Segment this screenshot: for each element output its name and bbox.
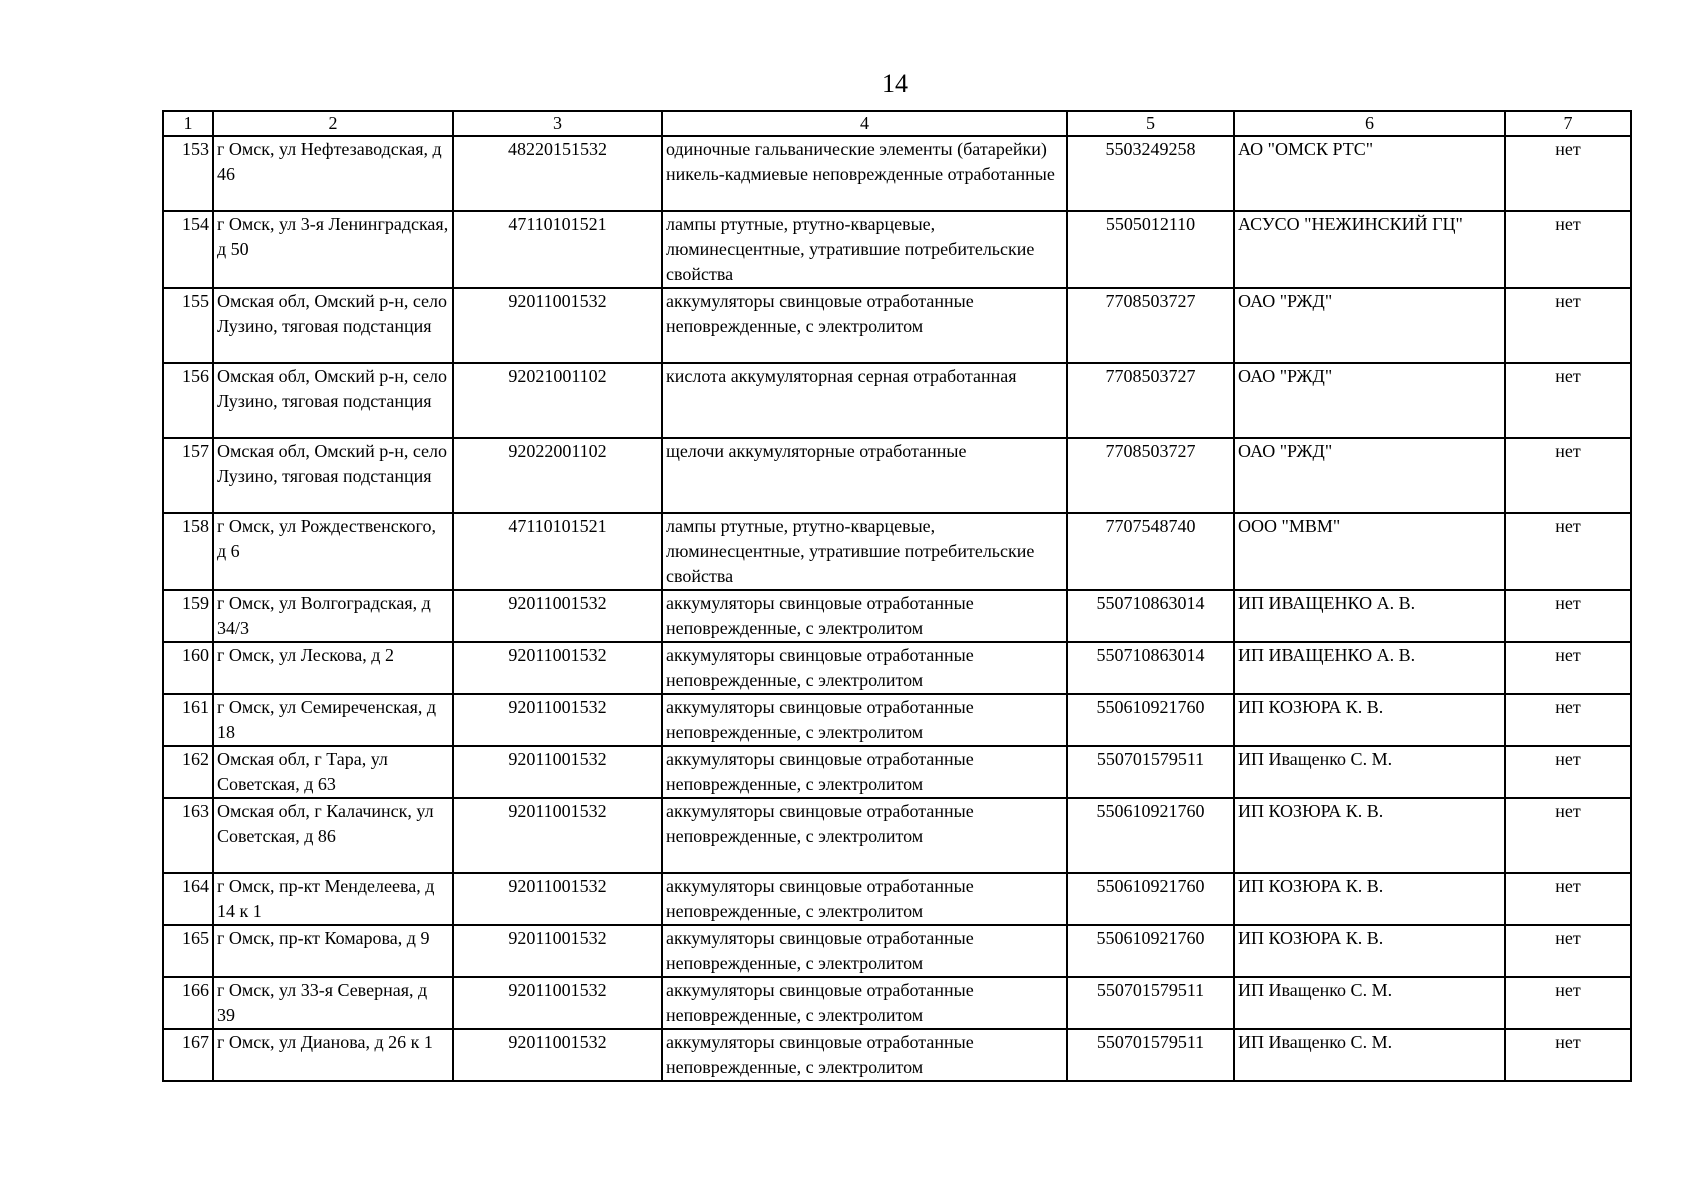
waste-type-cell: аккумуляторы свинцовые отработанные неповрежденные, с электролитом <box>662 798 1067 873</box>
flag-cell: нет <box>1505 136 1631 211</box>
inn-cell: 7708503727 <box>1067 438 1234 513</box>
organization-cell: ИП ИВАЩЕНКО А. В. <box>1234 590 1505 642</box>
address-cell: Омская обл, Омский р-н, село Лузино, тяговая подстанция <box>213 438 453 513</box>
inn-cell: 550701579511 <box>1067 1029 1234 1081</box>
address-cell: г Омск, ул Лескова, д 2 <box>213 642 453 694</box>
inn-cell: 7708503727 <box>1067 288 1234 363</box>
address-cell: г Омск, ул Нефтезаводская, д 46 <box>213 136 453 211</box>
row-number: 163 <box>163 798 213 873</box>
organization-cell: ОАО "РЖД" <box>1234 438 1505 513</box>
waste-type-cell: аккумуляторы свинцовые отработанные неповрежденные, с электролитом <box>662 977 1067 1029</box>
address-cell: Омская обл, Омский р-н, село Лузино, тяговая подстанция <box>213 363 453 438</box>
flag-cell: нет <box>1505 1029 1631 1081</box>
table-row <box>163 211 1631 288</box>
address-cell: г Омск, ул Семиреченская, д 18 <box>213 694 453 746</box>
inn-cell: 5505012110 <box>1067 211 1234 288</box>
flag-cell: нет <box>1505 925 1631 977</box>
organization-cell: ИП Иващенко С. М. <box>1234 977 1505 1029</box>
waste-code-cell: 92011001532 <box>453 694 662 746</box>
inn-cell: 7707548740 <box>1067 513 1234 590</box>
column-header: 6 <box>1234 111 1505 136</box>
row-number: 165 <box>163 925 213 977</box>
waste-code-cell: 92011001532 <box>453 873 662 925</box>
inn-cell: 550610921760 <box>1067 694 1234 746</box>
table-row <box>163 977 1631 1029</box>
address-cell: г Омск, пр-кт Комарова, д 9 <box>213 925 453 977</box>
organization-cell: ОАО "РЖД" <box>1234 288 1505 363</box>
table-row <box>163 438 1631 513</box>
organization-cell: ИП КОЗЮРА К. В. <box>1234 873 1505 925</box>
organization-cell: ООО "МВМ" <box>1234 513 1505 590</box>
row-number: 154 <box>163 211 213 288</box>
flag-cell: нет <box>1505 438 1631 513</box>
waste-code-cell: 92022001102 <box>453 438 662 513</box>
table-row <box>163 746 1631 798</box>
flag-cell: нет <box>1505 513 1631 590</box>
inn-cell: 550610921760 <box>1067 873 1234 925</box>
flag-cell: нет <box>1505 288 1631 363</box>
flag-cell: нет <box>1505 590 1631 642</box>
organization-cell: ИП Иващенко С. М. <box>1234 1029 1505 1081</box>
waste-type-cell: аккумуляторы свинцовые отработанные неповрежденные, с электролитом <box>662 642 1067 694</box>
organization-cell: ИП КОЗЮРА К. В. <box>1234 925 1505 977</box>
flag-cell: нет <box>1505 798 1631 873</box>
waste-type-cell: аккумуляторы свинцовые отработанные неповрежденные, с электролитом <box>662 694 1067 746</box>
table-row <box>163 1029 1631 1081</box>
column-header: 5 <box>1067 111 1234 136</box>
registry-table <box>162 110 1632 1082</box>
row-number: 157 <box>163 438 213 513</box>
row-number: 153 <box>163 136 213 211</box>
inn-cell: 550710863014 <box>1067 642 1234 694</box>
waste-type-cell: лампы ртутные, ртутно-кварцевые, люминесцентные, утратившие потребительские свойства <box>662 211 1067 288</box>
organization-cell: ИП КОЗЮРА К. В. <box>1234 798 1505 873</box>
column-header: 3 <box>453 111 662 136</box>
waste-code-cell: 92011001532 <box>453 925 662 977</box>
column-header: 1 <box>163 111 213 136</box>
inn-cell: 5503249258 <box>1067 136 1234 211</box>
row-number: 161 <box>163 694 213 746</box>
waste-type-cell: лампы ртутные, ртутно-кварцевые, люминесцентные, утратившие потребительские свойства <box>662 513 1067 590</box>
row-number: 167 <box>163 1029 213 1081</box>
flag-cell: нет <box>1505 694 1631 746</box>
waste-code-cell: 47110101521 <box>453 211 662 288</box>
address-cell: Омская обл, г Тара, ул Советская, д 63 <box>213 746 453 798</box>
column-header: 4 <box>662 111 1067 136</box>
column-header: 2 <box>213 111 453 136</box>
address-cell: Омская обл, Омский р-н, село Лузино, тяговая подстанция <box>213 288 453 363</box>
flag-cell: нет <box>1505 642 1631 694</box>
row-number: 164 <box>163 873 213 925</box>
table-row <box>163 288 1631 363</box>
table-row <box>163 642 1631 694</box>
waste-type-cell: аккумуляторы свинцовые отработанные неповрежденные, с электролитом <box>662 288 1067 363</box>
waste-type-cell: аккумуляторы свинцовые отработанные неповрежденные, с электролитом <box>662 873 1067 925</box>
table-row <box>163 694 1631 746</box>
address-cell: г Омск, ул 3-я Ленинградская, д 50 <box>213 211 453 288</box>
table-row <box>163 136 1631 211</box>
table-row <box>163 798 1631 873</box>
waste-type-cell: аккумуляторы свинцовые отработанные неповрежденные, с электролитом <box>662 1029 1067 1081</box>
organization-cell: ИП ИВАЩЕНКО А. В. <box>1234 642 1505 694</box>
organization-cell: АСУСО "НЕЖИНСКИЙ ГЦ" <box>1234 211 1505 288</box>
row-number: 156 <box>163 363 213 438</box>
waste-code-cell: 47110101521 <box>453 513 662 590</box>
waste-type-cell: аккумуляторы свинцовые отработанные неповрежденные, с электролитом <box>662 925 1067 977</box>
inn-cell: 550710863014 <box>1067 590 1234 642</box>
table-row <box>163 925 1631 977</box>
row-number: 160 <box>163 642 213 694</box>
inn-cell: 550701579511 <box>1067 977 1234 1029</box>
waste-code-cell: 92011001532 <box>453 590 662 642</box>
row-number: 166 <box>163 977 213 1029</box>
flag-cell: нет <box>1505 873 1631 925</box>
flag-cell: нет <box>1505 211 1631 288</box>
waste-type-cell: одиночные гальванические элементы (батарейки) никель-кадмиевые неповрежденные отработанные <box>662 136 1067 211</box>
inn-cell: 550610921760 <box>1067 925 1234 977</box>
address-cell: г Омск, ул Рождественского, д 6 <box>213 513 453 590</box>
inn-cell: 7708503727 <box>1067 363 1234 438</box>
organization-cell: ОАО "РЖД" <box>1234 363 1505 438</box>
waste-code-cell: 92011001532 <box>453 288 662 363</box>
waste-type-cell: аккумуляторы свинцовые отработанные неповрежденные, с электролитом <box>662 746 1067 798</box>
row-number: 162 <box>163 746 213 798</box>
row-number: 159 <box>163 590 213 642</box>
organization-cell: ИП КОЗЮРА К. В. <box>1234 694 1505 746</box>
waste-type-cell: щелочи аккумуляторные отработанные <box>662 438 1067 513</box>
address-cell: Омская обл, г Калачинск, ул Советская, д 86 <box>213 798 453 873</box>
waste-code-cell: 92011001532 <box>453 798 662 873</box>
waste-code-cell: 92011001532 <box>453 642 662 694</box>
flag-cell: нет <box>1505 977 1631 1029</box>
table-row <box>163 590 1631 642</box>
inn-cell: 550701579511 <box>1067 746 1234 798</box>
organization-cell: ИП Иващенко С. М. <box>1234 746 1505 798</box>
column-header: 7 <box>1505 111 1631 136</box>
table-row <box>163 513 1631 590</box>
waste-code-cell: 92021001102 <box>453 363 662 438</box>
inn-cell: 550610921760 <box>1067 798 1234 873</box>
page-number: 14 <box>882 69 908 98</box>
flag-cell: нет <box>1505 363 1631 438</box>
address-cell: г Омск, ул Дианова, д 26 к 1 <box>213 1029 453 1081</box>
waste-code-cell: 92011001532 <box>453 746 662 798</box>
row-number: 158 <box>163 513 213 590</box>
waste-type-cell: аккумуляторы свинцовые отработанные неповрежденные, с электролитом <box>662 590 1067 642</box>
table-header-row <box>163 111 1631 136</box>
address-cell: г Омск, ул Волгоградская, д 34/3 <box>213 590 453 642</box>
organization-cell: АО "ОМСК РТС" <box>1234 136 1505 211</box>
waste-code-cell: 92011001532 <box>453 1029 662 1081</box>
address-cell: г Омск, пр-кт Менделеева, д 14 к 1 <box>213 873 453 925</box>
address-cell: г Омск, ул 33-я Северная, д 39 <box>213 977 453 1029</box>
table-row <box>163 873 1631 925</box>
row-number: 155 <box>163 288 213 363</box>
waste-code-cell: 48220151532 <box>453 136 662 211</box>
waste-type-cell: кислота аккумуляторная серная отработанная <box>662 363 1067 438</box>
waste-code-cell: 92011001532 <box>453 977 662 1029</box>
flag-cell: нет <box>1505 746 1631 798</box>
table-row <box>163 363 1631 438</box>
